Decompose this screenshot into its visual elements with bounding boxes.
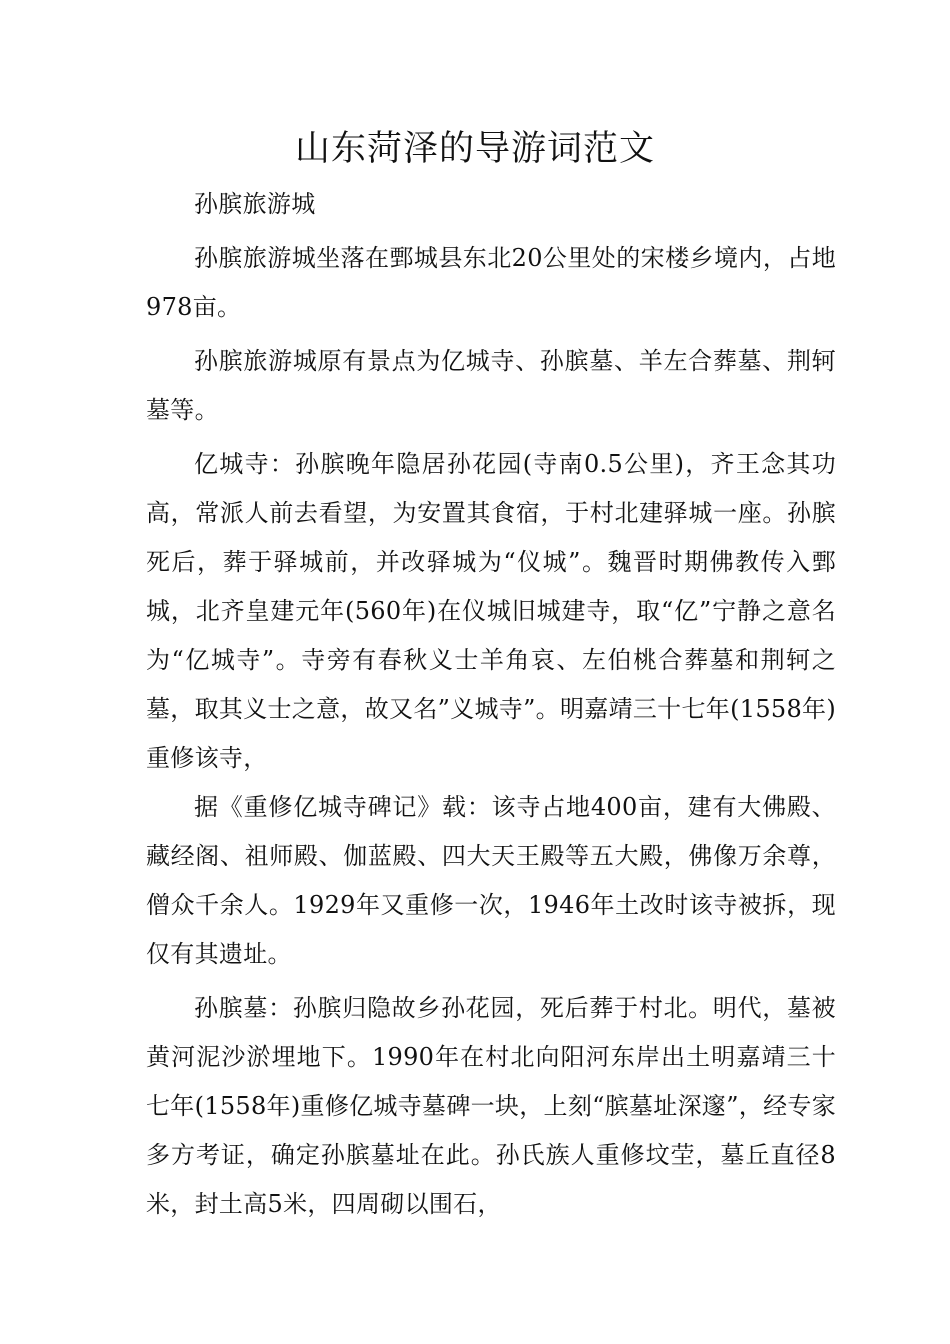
paragraph-location: 孙膑旅游城坐落在鄄城县东北20公里处的宋楼乡境内，占地978亩。 — [146, 244, 836, 321]
document-title: 山东菏泽的导游词范文 — [294, 129, 655, 169]
document-body — [146, 180, 836, 1229]
paragraph-sun-bin-tomb: 孙膑墓：孙膑归隐故乡孙花园，死后葬于村北。明代，墓被黄河泥沙淤埋地下。1990年在村北向阳河东岸出土明嘉靖三十七年(1558年)重修亿城寺墓碑一块，上刻“膑墓址深邃”，经专家多方考证，确定孙膑墓址在此。孙氏族人重修坟茔，墓丘直径8米，封土高5米，四周砌以围石， — [146, 994, 836, 1218]
paragraph-temple-record: 据《重修亿城寺碑记》载：该寺占地400亩，建有大佛殿、藏经阁、祖师殿、伽蓝殿、四大天王殿等五大殿，佛像万余尊，僧众千余人。1929年又重修一次，1946年土改时该寺被拆，现仅有其遗址。 — [146, 793, 836, 968]
paragraph-attractions: 孙膑旅游城原有景点为亿城寺、孙膑墓、羊左合葬墓、荆轲墓等。 — [146, 347, 836, 424]
section-heading-sun-bin-city: 孙膑旅游城 — [194, 190, 316, 218]
paragraph-yicheng-temple: 亿城寺：孙膑晚年隐居孙花园(寺南0.5公里)，齐王念其功高，常派人前去看望，为安置其食宿，于村北建驿城一座。孙膑死后，葬于驿城前，并改驿城为“仪城”。魏晋时期佛教传入鄄城，北齐皇建元年(560年)在仪城旧城建寺，取“亿”宁静之意名为“亿城寺”。寺旁有春秋义士羊角哀、左伯桃合葬墓和荆轲之墓，取其义士之意，故又名”义城寺”。明嘉靖三十七年(1558年)重修该寺， — [146, 450, 836, 772]
